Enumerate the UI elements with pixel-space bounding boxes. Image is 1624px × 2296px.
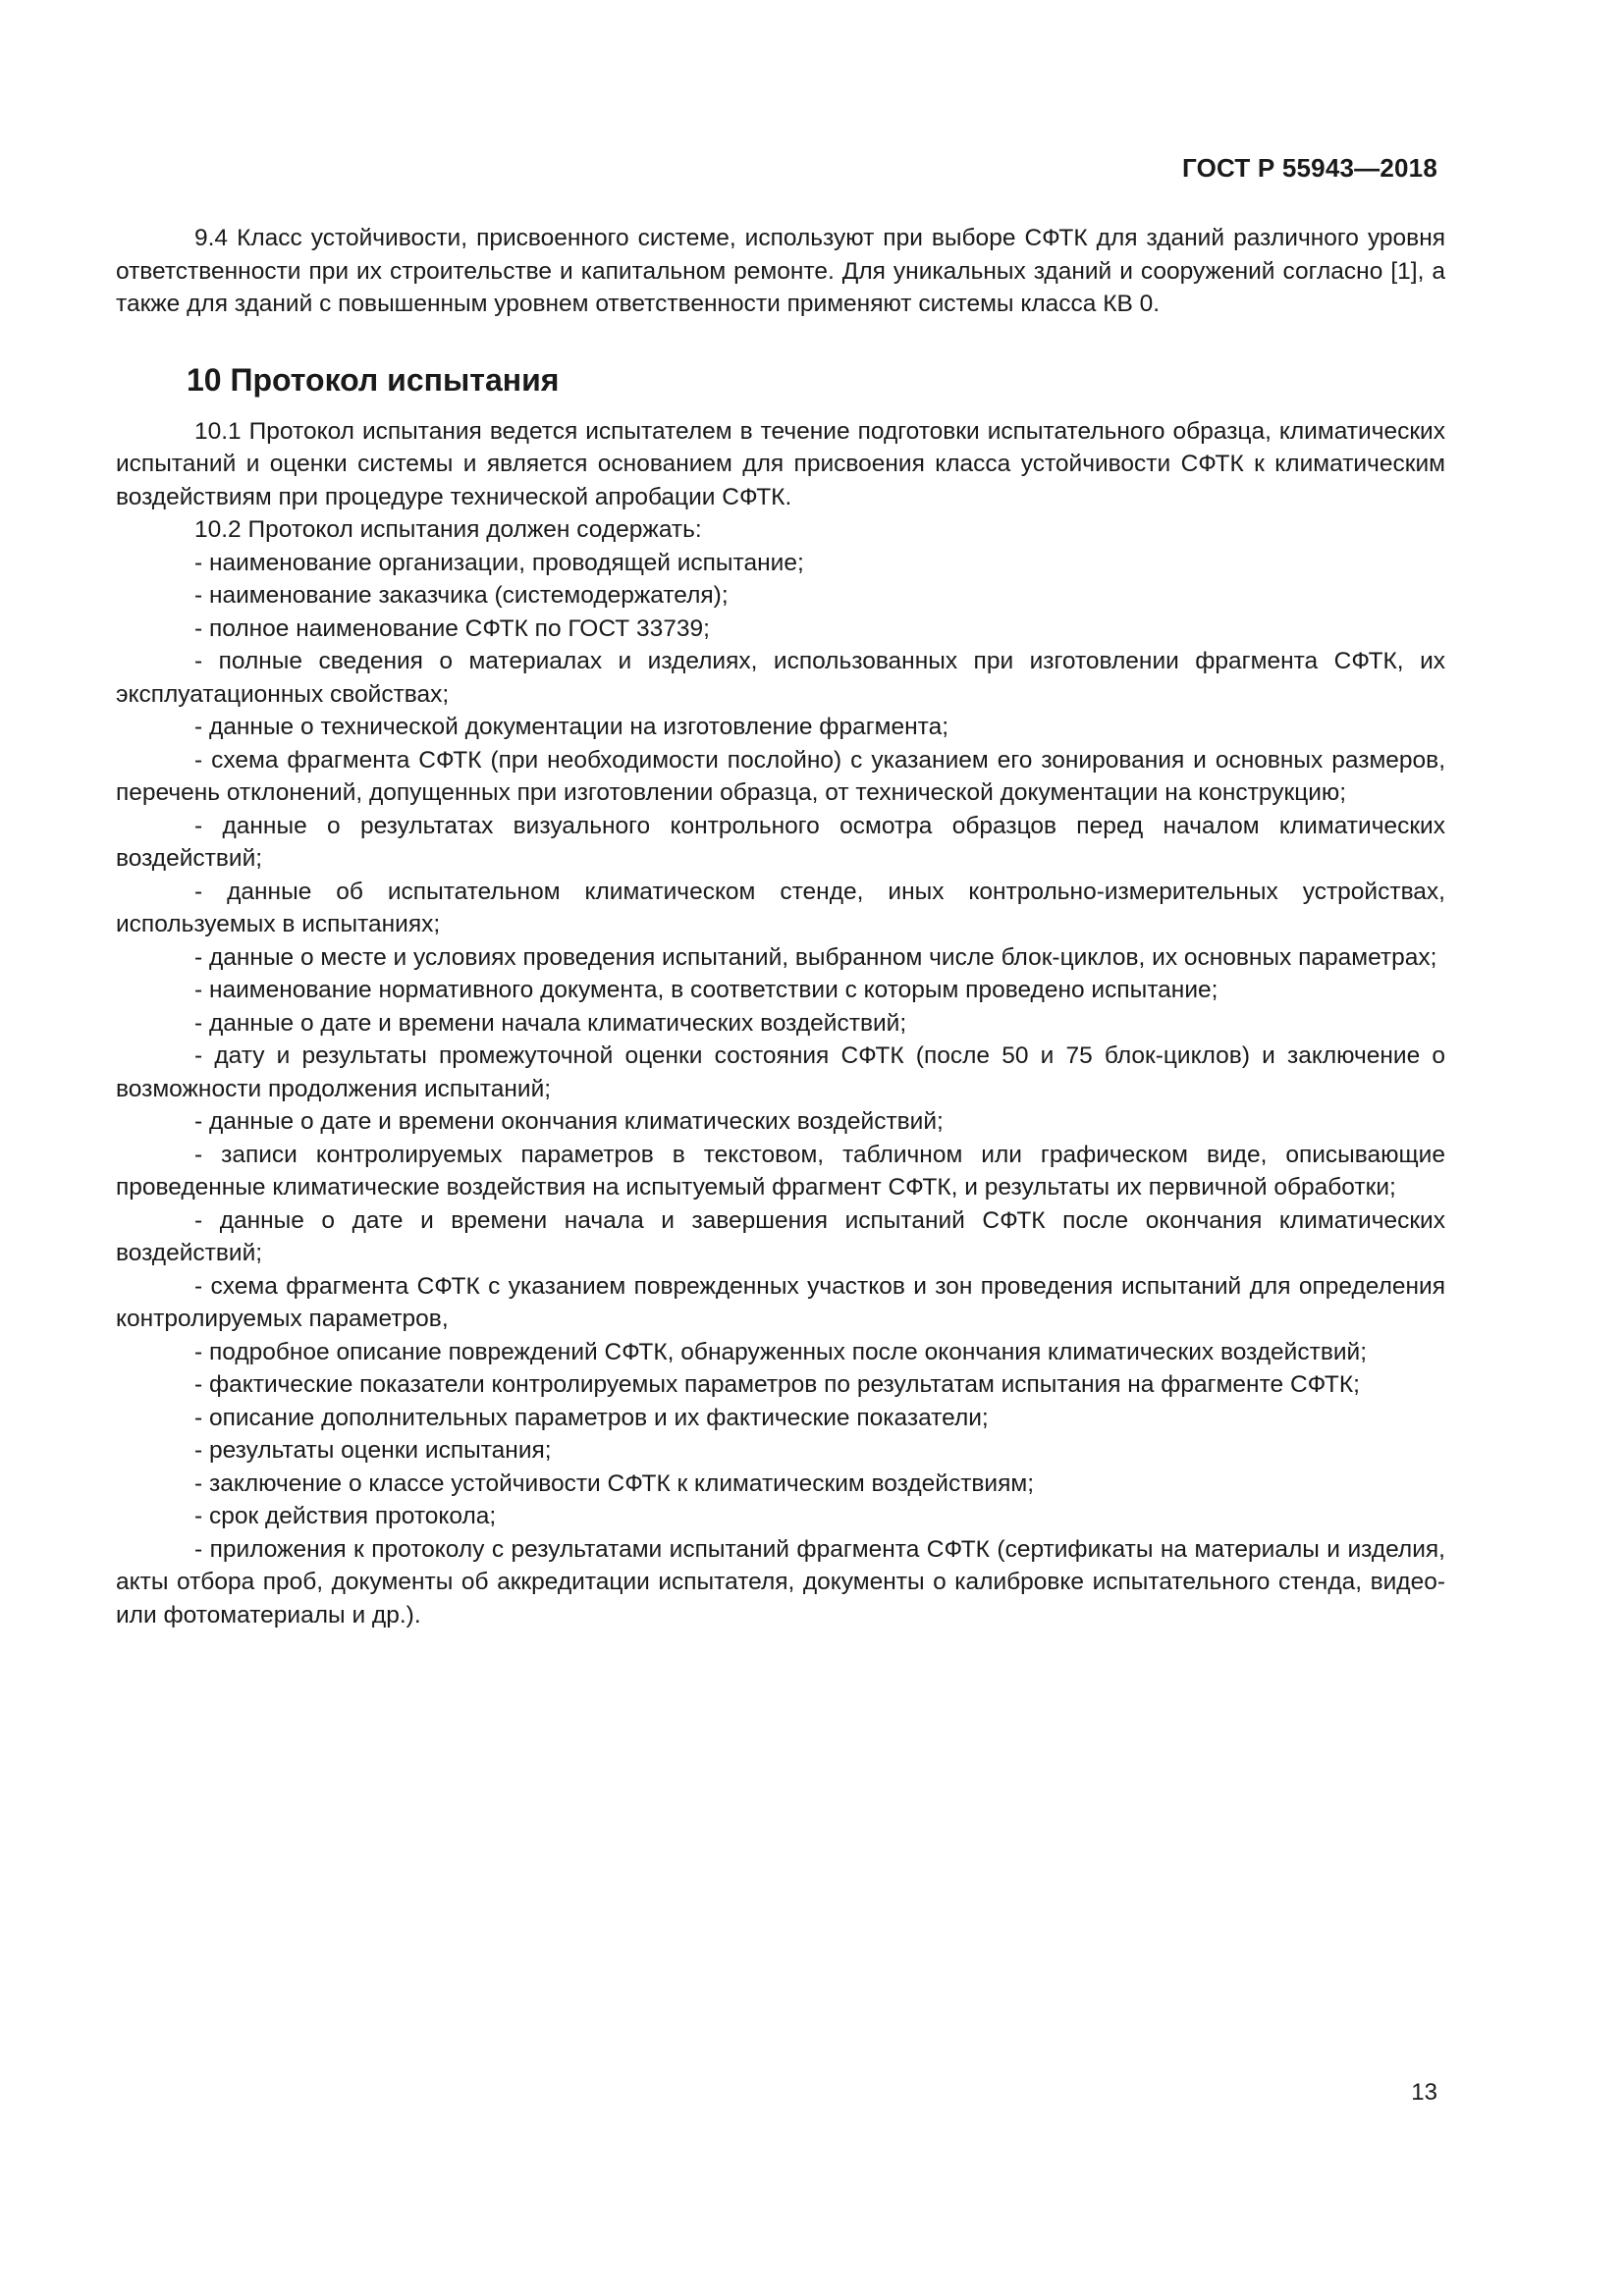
list-item: - записи контролируемых параметров в текстовом, табличном или графическом виде, описывающие проведенные климатические воздействия на испытуемый фрагмент СФТК, и результаты их первичной обработки; — [116, 1141, 1445, 1201]
list-item: - данные о дате и времени окончания климатических воздействий; — [194, 1108, 944, 1135]
list-item: - заключение о классе устойчивости СФТК к климатическим воздействиям; — [194, 1469, 1035, 1497]
list-item: - результаты оценки испытания; — [194, 1437, 552, 1464]
list-item: - наименование организации, проводящей испытание; — [194, 549, 804, 576]
list-item: - наименование нормативного документа, в соответствии с которым проведено испытание; — [194, 977, 1218, 1003]
document-body — [116, 222, 1445, 1631]
list-item: - данные о дате и времени начала климатических воздействий; — [194, 1009, 907, 1037]
list-item: - фактические показатели контролируемых параметров по результатам испытания на фрагменте СФТК; — [194, 1371, 1360, 1398]
list-item: - срок действия протокола; — [194, 1503, 497, 1529]
list-item: - полные сведения о материалах и изделиях, использованных при изготовлении фрагмента СФТК, их эксплуатационных свойствах; — [116, 648, 1445, 708]
list-item: - приложения к протоколу с результатами испытаний фрагмента СФТК (сертификаты на материалы и изделия, акты отбора проб, документы об аккредитации испытателя, документы о калибровке испытательного стенда, видео- или фотоматериалы и др.). — [116, 1535, 1445, 1629]
section-title: 10 Протокол испытания — [187, 361, 560, 398]
page-number: 13 — [1411, 2079, 1437, 2106]
list-item: - данные о дате и времени начала и завершения испытаний СФТК после окончания климатических воздействий; — [116, 1206, 1445, 1266]
list-item: - дату и результаты промежуточной оценки состояния СФТК (после 50 и 75 блок-циклов) и заключение о возможности продолжения испытаний; — [116, 1042, 1445, 1102]
list-item: - полное наименование СФТК по ГОСТ 33739; — [194, 614, 710, 642]
list-item: - данные о технической документации на изготовление фрагмента; — [194, 714, 949, 740]
list-item: - схема фрагмента СФТК (при необходимости послойно) с указанием его зонирования и основных размеров, перечень отклонений, допущенных при изготовлении образца, от технической документации на конструкцию; — [116, 746, 1445, 806]
list-item: - данные об испытательном климатическом стенде, иных контрольно-измерительных устройствах, используемых в испытаниях; — [116, 878, 1445, 937]
document-header: ГОСТ Р 55943—2018 — [1182, 153, 1437, 183]
list-item: - подробное описание повреждений СФТК, обнаруженных после окончания климатических воздействий; — [194, 1338, 1368, 1365]
paragraph: 10.1 Протокол испытания ведется испытателем в течение подготовки испытательного образца, климатических испытаний и оценки системы и является основанием для присвоения класса устойчивости СФТК к климатическим воздействиям при процедуре технической апробации СФТК. — [116, 417, 1445, 510]
list-item: - описание дополнительных параметров и их фактические показатели; — [194, 1404, 989, 1431]
paragraph: 9.4 Класс устойчивости, присвоенного системе, используют при выборе СФТК для зданий различного уровня ответственности при их строительстве и капитальном ремонте. Для уникальных зданий и сооружений согласно [1], а также для зданий с повышенным уровнем ответственности применяют системы класса КВ 0. — [116, 225, 1445, 317]
list-item: - данные о месте и условиях проведения испытаний, выбранном числе блок-циклов, их основных параметрах; — [194, 943, 1437, 971]
list-item: - схема фрагмента СФТК с указанием поврежденных участков и зон проведения испытаний для определения контролируемых параметров, — [116, 1272, 1445, 1332]
list-item: - данные о результатах визуального контрольного осмотра образцов перед началом климатических воздействий; — [116, 812, 1445, 872]
paragraph: 10.2 Протокол испытания должен содержать: — [194, 516, 702, 543]
list-item: - наименование заказчика (системодержателя); — [194, 582, 729, 609]
